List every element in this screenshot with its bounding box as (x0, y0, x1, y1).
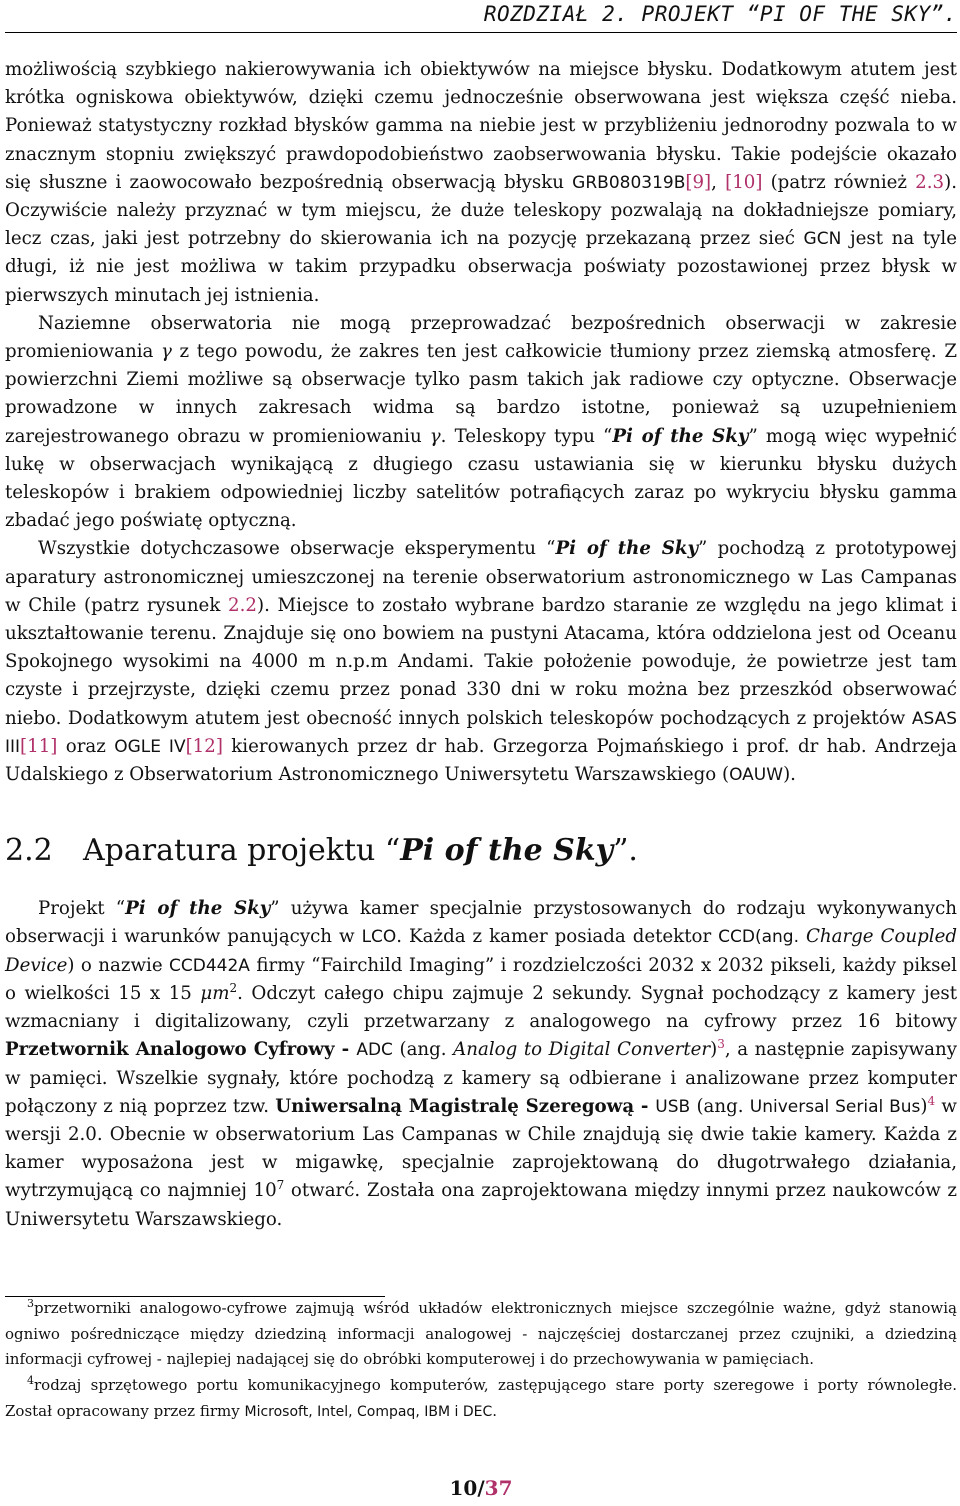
usb-full-name: Universal Serial Bus (749, 1096, 921, 1117)
text: w wersji 2.0. Obecnie w obserwatorium Las Campanas w Chile znajdują się dwie takie kamery. Każda z kamer wyposażona jest w migawkę, specjalnie zaprojektowaną do długotrwałego działania, wytrzymującą co najmniej 10 (5, 1095, 957, 1202)
gcn-acronym: GCN (803, 229, 842, 250)
footnote-mark: 3 (27, 1297, 34, 1310)
section-link-2-3[interactable]: 2.3 (915, 171, 945, 193)
citation-link-9[interactable]: [9] (685, 171, 712, 193)
citation-link-11[interactable]: [11] (20, 735, 58, 757)
section-heading (5, 833, 957, 869)
adc-acronym: ADC (356, 1040, 393, 1061)
text: Projekt “ (38, 898, 126, 920)
text: kierowanych przez dr hab. Grzegorza Pojmańskiego i prof. dr hab. Andrzeja Udalskiego z Obserwatorium Astronomicznego Uniwersytetu Warszawskiego ( (5, 735, 957, 786)
page-total-link[interactable]: 37 (484, 1476, 513, 1500)
lco-acronym: LCO (361, 927, 397, 948)
paragraph-4 (5, 895, 957, 1233)
text: oraz (57, 735, 115, 757)
citation-link-12[interactable]: [12] (185, 735, 223, 757)
page-number (5, 1476, 957, 1500)
header-rule (5, 32, 957, 33)
text: możliwością szybkiego nakierowywania ich obiektywów na miejsce błysku. Dodatkowym atutem jest krótka ogniskowa obiektywów, dzięki czemu jednocześnie obserwowana jest większa część nieba. Ponieważ statystyczny rozkład błysków gamma na niebie jest w przybliżeniu jednorodny pozwala to w znacznym stopniu zwiększyć prawdopodobieństwo zaobserwowania błysku. Takie podejście okazało się słuszne i zaowocowało bezpośrednią obserwacją błysku (5, 59, 957, 193)
text: Wszystkie dotychczasowe obserwacje eksperymentu “ (38, 538, 556, 560)
body-text (5, 56, 957, 1234)
project-name: Pi of the Sky (125, 898, 271, 920)
footnote-4 (5, 1373, 957, 1425)
figure-link-2-2[interactable]: 2.2 (228, 594, 257, 616)
paragraph-1 (5, 56, 957, 310)
section-number: 2.2 (5, 833, 53, 869)
usb-acronym: USB (655, 1096, 691, 1117)
project-name: Pi of the Sky (612, 425, 749, 447)
text: ). Oczywiście należy przyznać w tym miejscu, że duże teleskopy pozwalają na dokładniejsze pomiary, lecz czas, jaki jest potrzebny do skierowania ich na pozycję przekazaną przez sieć (5, 171, 957, 250)
text: , a następnie zapisywany w pamięci. Wszelkie sygnały, które pochodzą z kamery są odbierane i analizowane przez komputer połączony z nią poprzez tzw. (5, 1039, 958, 1117)
text: ). (783, 764, 796, 786)
text: otwarć. Została ona zaprojektowana między innymi przez naukowców z Uniwersytetu Warszawskiego. (5, 1180, 957, 1230)
text: jest na tyle długi, iż nie jest możliwa w takim przypadku obserwacja poświaty pozostawionej przez błysk w pierwszych minutach jej istnienia. (5, 228, 958, 306)
exponent: 7 (276, 1178, 285, 1193)
text: Naziemne obserwatoria nie mogą przeprowadzać bezpośrednich obserwacji w zakresie promieniowania (5, 312, 957, 363)
footnote-link-3[interactable]: 3 (717, 1037, 725, 1052)
grb-name: GRB080319B (572, 172, 686, 193)
footnote-link-4[interactable]: 4 (927, 1093, 936, 1108)
footnote-3 (5, 1296, 957, 1373)
text: firmy “Fairchild Imaging” i rozdzielczości 2032 x 2032 pikseli, każdy piksel o wielkości 15 x 15 (5, 954, 957, 1004)
asas-acronym: ASAS III (5, 708, 957, 757)
paragraph-3 (5, 535, 957, 789)
oauw-acronym: OAUW (729, 765, 784, 786)
gamma-symbol: γ (429, 425, 441, 447)
text: ” mogą więc wypełnić lukę w obserwacjach wynikającą z długiego czasu ustawiania się w kierunku błysku dużych teleskopów i brakiem odpowiedniej liczby satelitów potrafiących zaraz po wykryciu błysku gamma zbadać jego poświatę optyczną. (5, 425, 957, 532)
page-separator: / (477, 1476, 485, 1500)
text: ) o nazwie (67, 954, 170, 976)
footnote-text: rodzaj sprzętowego portu komunikacyjnego komputerów, zastępującego stare porty szeregowe i porty równoległe. Został opracowany przez firmy (5, 1376, 957, 1420)
section-title-project: Pi of the Sky (400, 833, 614, 869)
text: , (711, 171, 726, 193)
text: ” używa kamer specjalnie przystosowanych do rodzaju wykonywanych obserwacji i warunków panujących w (5, 898, 957, 948)
ccd-full-name: Charge Coupled Device (5, 926, 957, 976)
page-current: 10 (449, 1476, 478, 1500)
text: (ang. (392, 1039, 454, 1061)
project-name: Pi of the Sky (555, 538, 699, 560)
text: . Teleskopy typu “ (440, 425, 613, 447)
text: (patrz również (762, 171, 916, 193)
ccd-acronym: CCD(ang. (718, 927, 799, 948)
ccd442a-name: CCD442A (169, 955, 250, 976)
gamma-symbol: γ (161, 341, 172, 363)
usb-polish-name: Uniwersalną Magistralę Szeregową - (275, 1095, 656, 1117)
micrometer-unit: μm (200, 982, 230, 1004)
ogle-acronym: OGLE IV (114, 736, 186, 757)
text: ) (920, 1095, 928, 1117)
document-page (5, 0, 957, 1506)
superscript: 2 (229, 980, 238, 995)
adc-polish-name: Przetwornik Analogowo Cyfrowy - (5, 1039, 357, 1061)
footnote-mark: 4 (27, 1374, 34, 1388)
text: . Odczyt całego chipu zajmuje 2 sekundy. Sygnał pochodzący z kamery jest wzmacniany i digitalizowany, czyli przetwarzany z analogowego na cyfrowy przez 16 bitowy (5, 982, 958, 1033)
section-title-text: ”. (613, 833, 638, 869)
text: ) (710, 1039, 718, 1061)
text: ” pochodzą z prototypowej aparatury astronomicznej umieszczonej na terenie obserwatorium astronomicznego w Las Campanas w Chile (patrz rysunek (5, 538, 957, 616)
citation-link-10[interactable]: [10] (725, 171, 763, 193)
text: (ang. (690, 1095, 750, 1117)
footnote-text: . (492, 1401, 498, 1420)
text: . Każda z kamer posiada detektor (396, 926, 719, 948)
footnote-text: przetworniki analogowo-cyfrowe zajmują wśród układów elektronicznych miejsce szczególnie ważne, gdyż stanowią ogniwo pośredniczące między dziedziną informacji analogowej - najczęściej dostarczanej przez czujniki, a dziedziną informacji cyfrowej - najlepiej nadającej się do obróbki komputerowej i do przechowywania w pamięciach. (5, 1299, 957, 1369)
section-title-text: Aparatura projektu “ (83, 833, 401, 869)
running-header: ROZDZIAŁ 2. PROJEKT “PI OF THE SKY”. (483, 2, 957, 26)
adc-full-name: Analog to Digital Converter (453, 1039, 711, 1061)
text: ). Miejsce to zostało wybrane bardzo staranie ze względu na jego klimat i ukształtowanie terenu. Znajduje się ono bowiem na pustyni Atacama, która oddzielona jest od Oceanu Spokojnego wysokimi na 4000 m n.p.m Andami. Takie położenie powoduje, że powietrze jest tam czyste i przejrzyste, dzięki czemu przez ponad 330 dni w roku można bez przeszkód obserwować niebo. Dodatkowym atutem jest obecność innych polskich teleskopów pochodzących z projektów (5, 594, 957, 729)
company-names: Microsoft, Intel, Compaq, IBM i DEC (244, 1403, 493, 1420)
footnotes (5, 1296, 957, 1426)
text: z tego powodu, że zakres ten jest całkowicie tłumiony przez ziemską atmosferę. Z powierzchni Ziemi możliwe są obserwacje tylko pasm takich jak radiowe czy optyczne. Obserwacje prowadzone w innych zakresach widma są bardzo istotne, ponieważ są uzupełnieniem zarejestrowanego obrazu w promieniowaniu (5, 341, 957, 447)
paragraph-2 (5, 310, 957, 536)
